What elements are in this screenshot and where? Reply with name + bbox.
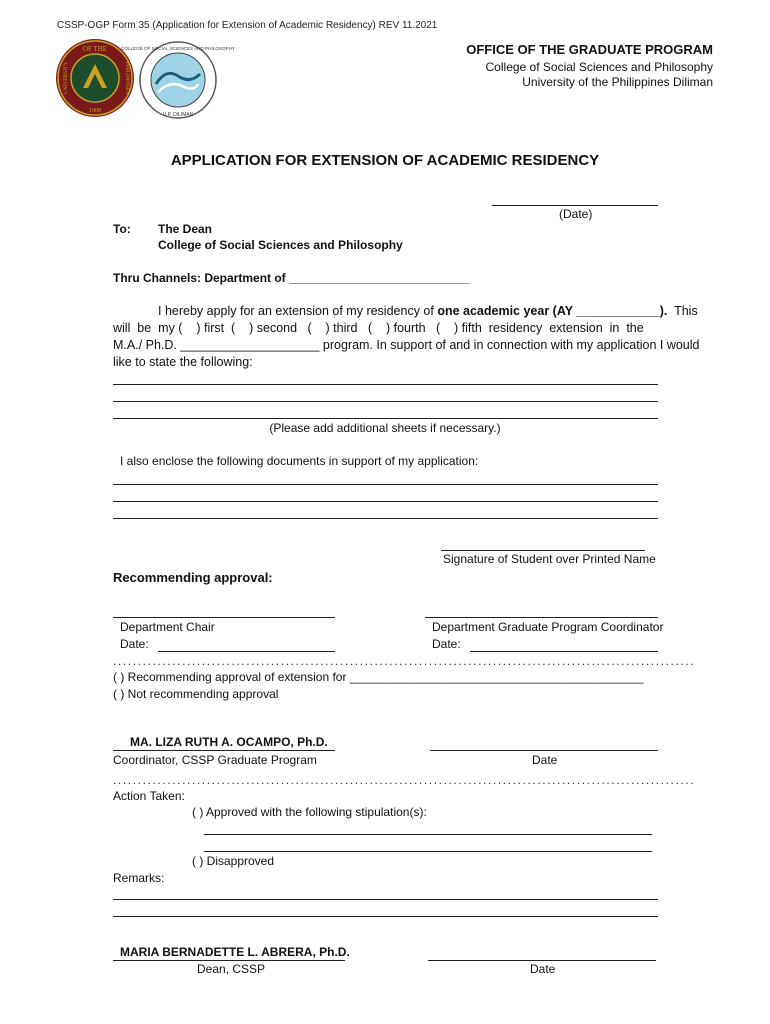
dotted-separator-2: ...................................................................................................................... [113, 773, 696, 787]
date-label: (Date) [559, 207, 593, 221]
seal-text-year: 1908 [89, 108, 101, 114]
student-signature-label: Signature of Student over Printed Name [443, 552, 656, 566]
recommending-approval-heading: Recommending approval: [113, 570, 273, 585]
body-line-1: I hereby apply for an extension of my residency of one academic year (AY ____________). This [158, 304, 698, 318]
documents-line-1[interactable] [113, 484, 658, 485]
documents-line-2[interactable] [113, 501, 658, 502]
cssp-seal-bottom-text: U.P. DILIMAN [162, 112, 194, 118]
documents-line-3[interactable] [113, 518, 658, 519]
office-university: University of the Philippines Diliman [522, 75, 713, 89]
dept-chair-date-line[interactable] [158, 651, 335, 652]
dept-coord-date-label: Date: [432, 637, 461, 651]
dean-date-line[interactable] [428, 960, 656, 961]
thru-channels: Thru Channels: Department of ___________________________ [113, 271, 470, 285]
dept-chair-label: Department Chair [120, 620, 215, 634]
dept-coord-date-line[interactable] [470, 651, 658, 652]
form-code: CSSP-OGP Form 35 (Application for Extension of Academic Residency) REV 11.2021 [57, 20, 438, 31]
stipulation-line-1[interactable] [204, 834, 652, 835]
statement-line-1[interactable] [113, 384, 658, 385]
office-college: College of Social Sciences and Philosophy [485, 60, 713, 74]
seal-text-right: PHILIPPINES [124, 61, 130, 95]
document-title: APPLICATION FOR EXTENSION OF ACADEMIC RESIDENCY [170, 152, 600, 169]
dean-name: MARIA BERNADETTE L. ABRERA, Ph.D. [120, 945, 350, 959]
additional-sheets-note: (Please add additional sheets if necessary.) [269, 421, 501, 435]
body-line-2: will be my ( ) first ( ) second ( ) third ( ) fourth ( ) fifth residency extension in the [113, 321, 644, 335]
coordinator-date-line[interactable] [430, 750, 658, 751]
dotted-separator-1: ...................................................................................................................... [113, 654, 696, 668]
seal-text-top: OF THE [82, 45, 108, 53]
remarks-line-2[interactable] [113, 916, 658, 917]
action-approved-option[interactable]: ( ) Approved with the following stipulation(s): [192, 805, 427, 819]
dean-title: Dean, CSSP [197, 962, 266, 976]
coordinator-signature-line[interactable] [113, 750, 335, 751]
action-taken-label: Action Taken: [113, 789, 185, 803]
coordinator-name: MA. LIZA RUTH A. OCAMPO, Ph.D. [130, 735, 328, 749]
dept-chair-signature-line[interactable] [113, 617, 335, 618]
body-line-4: like to state the following: [113, 355, 253, 369]
dept-coord-label: Department Graduate Program Coordinator [432, 620, 664, 634]
to-label: To: [113, 222, 131, 236]
coordinator-date-label: Date [532, 753, 558, 767]
body-line-3: M.A./ Ph.D. ____________________ program. In support of and in connection with my application I would [113, 338, 700, 352]
cssp-seal-ring-text: COLLEGE OF SOCIAL SCIENCES AND PHILOSOPHY [121, 46, 235, 51]
stipulation-line-2[interactable] [204, 851, 652, 852]
remarks-label: Remarks: [113, 871, 165, 885]
dept-coord-signature-line[interactable] [425, 617, 658, 618]
office-title: OFFICE OF THE GRADUATE PROGRAM [466, 42, 713, 57]
seal-text-left: UNIVERSITY [63, 61, 69, 95]
date-line[interactable] [492, 205, 658, 206]
statement-line-2[interactable] [113, 401, 658, 402]
coordinator-title: Coordinator, CSSP Graduate Program [113, 753, 317, 767]
action-disapproved-option[interactable]: ( ) Disapproved [192, 854, 275, 868]
rec-option-approve[interactable]: ( ) Recommending approval of extension for ____________________________________________ [113, 670, 644, 684]
to-dean: The Dean [158, 222, 213, 236]
statement-line-3[interactable] [113, 418, 658, 419]
enclose-statement: I also enclose the following documents in support of my application: [120, 454, 479, 468]
dean-date-label: Date [530, 962, 556, 976]
dept-chair-date-label: Date: [120, 637, 149, 651]
dean-signature-line[interactable] [113, 960, 345, 961]
remarks-line-1[interactable] [113, 899, 658, 900]
rec-option-not-approve[interactable]: ( ) Not recommending approval [113, 687, 279, 701]
to-college: College of Social Sciences and Philosophy [158, 238, 403, 252]
student-signature-line[interactable] [441, 550, 645, 551]
